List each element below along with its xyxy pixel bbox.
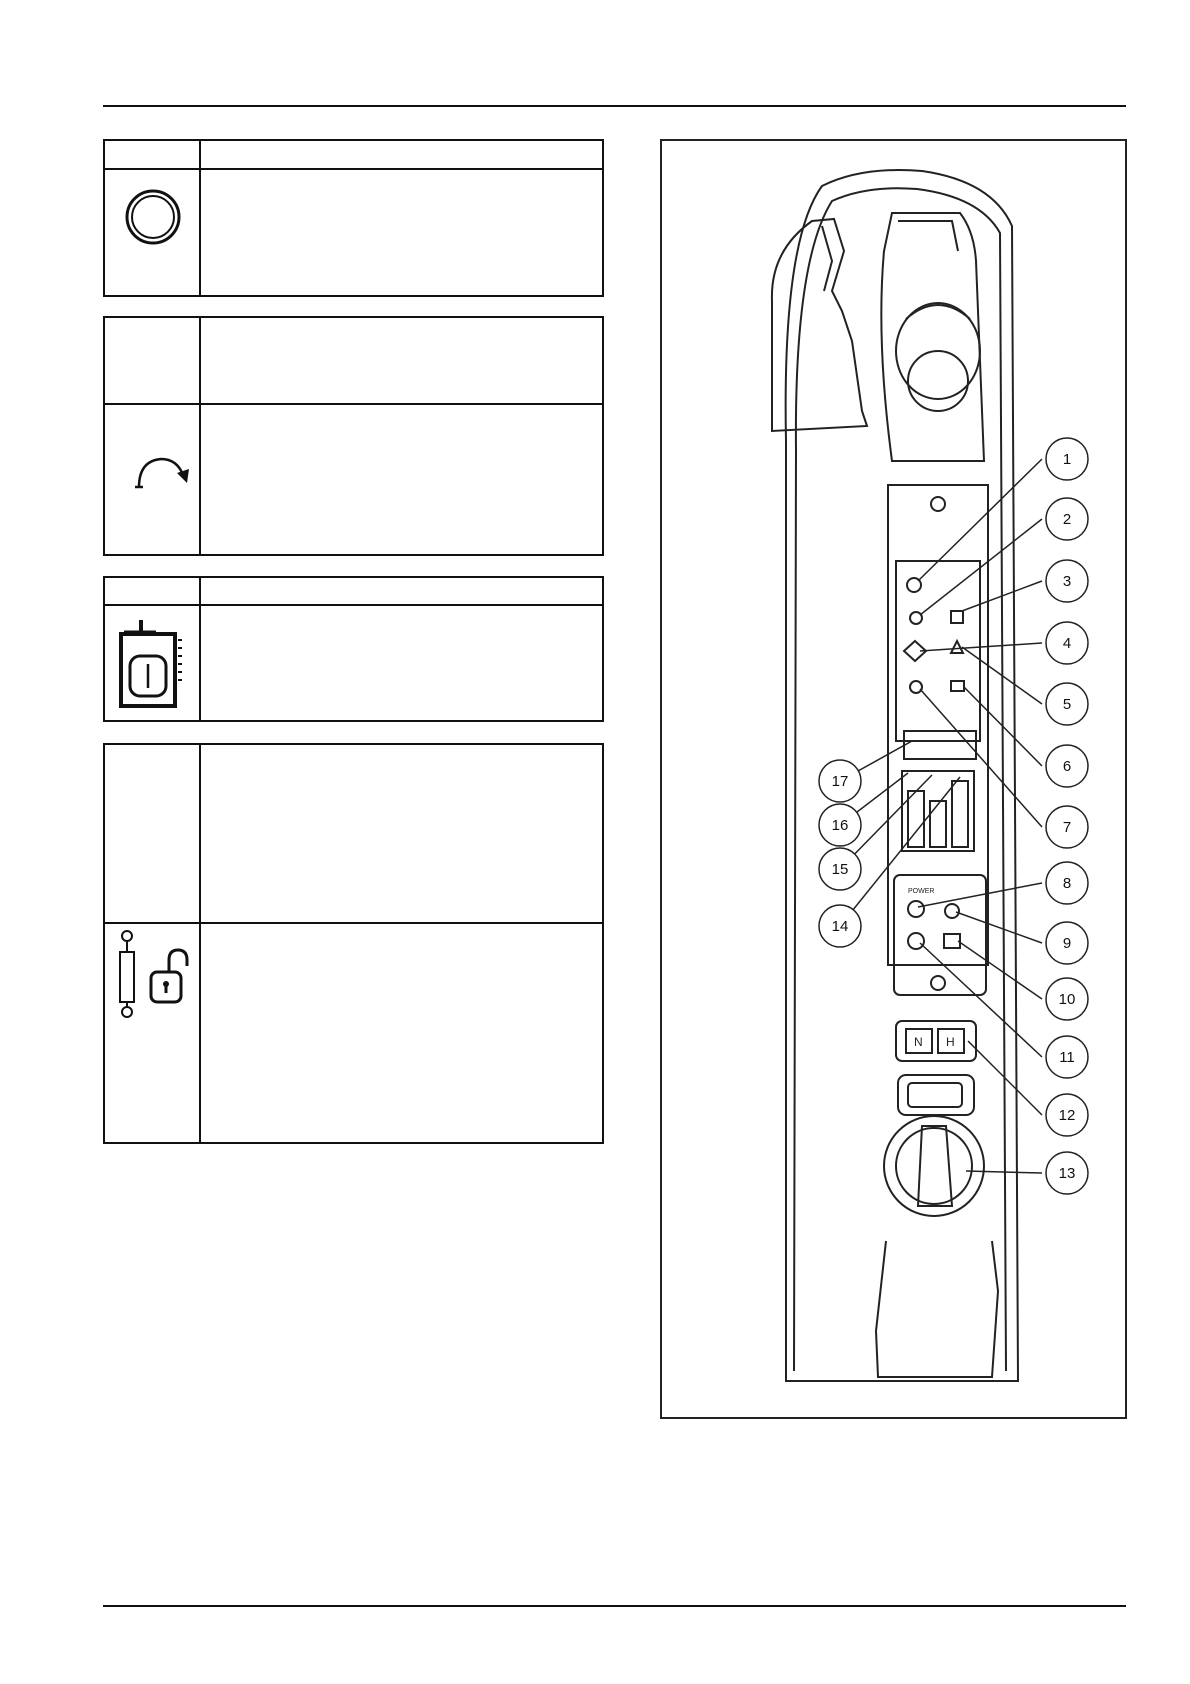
callout-6-label: 6: [1062, 758, 1072, 775]
table-header-row: [105, 141, 602, 168]
callout-3-label: 3: [1062, 573, 1072, 590]
symbol-table-2: [103, 316, 604, 556]
symbol-table-1: [103, 139, 604, 297]
symbol-table-4: [103, 743, 604, 1144]
callout-16-label: 16: [831, 817, 849, 834]
power-label: POWER: [908, 888, 935, 895]
symbol-cell: [105, 606, 201, 720]
callout-13-label: 13: [1058, 1165, 1076, 1182]
table-row: [105, 168, 602, 295]
control-console-figure: [660, 139, 1127, 1419]
symbol-cell: [105, 405, 201, 554]
n-label: N: [914, 1035, 923, 1049]
table-row: [105, 922, 602, 1142]
symbol-table-3: [103, 576, 604, 722]
callout-8-label: 8: [1062, 875, 1072, 892]
h-label: H: [946, 1035, 955, 1049]
table-header-row: [105, 318, 602, 403]
callout-1-label: 1: [1062, 451, 1072, 468]
callout-2-label: 2: [1062, 511, 1072, 528]
callout-17-label: 17: [831, 773, 849, 790]
console-illustration: [662, 141, 1127, 1419]
symbol-cell: [105, 924, 201, 1142]
fuel-tank-icon: [116, 612, 186, 712]
callout-11-label: 11: [1059, 1049, 1075, 1066]
table-row: [105, 403, 602, 554]
callout-4-label: 4: [1062, 635, 1072, 652]
callout-5-label: 5: [1062, 696, 1072, 713]
footer-rule: [103, 1605, 1126, 1607]
callout-7-label: 7: [1062, 819, 1072, 836]
callout-14-label: 14: [831, 918, 849, 935]
table-row: [105, 604, 602, 720]
callout-15-label: 15: [831, 861, 849, 878]
callout-10-label: 10: [1058, 991, 1076, 1008]
table-header-row: [105, 578, 602, 604]
circle-button-icon: [118, 182, 188, 252]
symbol-cell: [105, 170, 201, 295]
callout-12-label: 12: [1058, 1107, 1076, 1124]
rotate-arrow-icon: [127, 447, 197, 507]
callout-9-label: 9: [1062, 935, 1072, 952]
table-header-row: [105, 745, 602, 922]
header-rule: [103, 105, 1126, 107]
cylinder-unlock-icon: [111, 928, 195, 1018]
